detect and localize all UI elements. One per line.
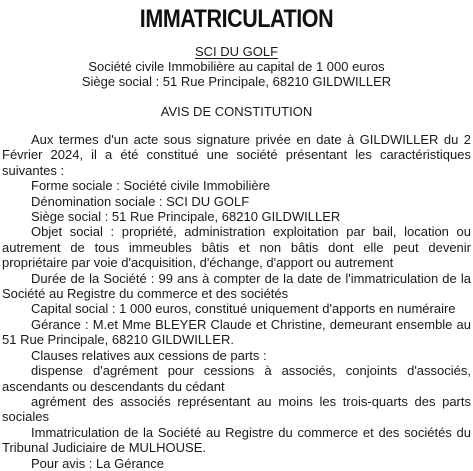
paragraph-transfer-clauses: Clauses relatives aux cessions de parts : <box>31 347 267 363</box>
paragraph-intro: Aux termes d'un acte sous signature privée en date à GILDWILLER du 2 Février 2024, il a été constitué une société présentant les caractéristiques suivantes : <box>2 132 471 178</box>
notice-body <box>2 132 471 471</box>
paragraph-transfer-approval: agrément des associés représentant au moins les trois-quarts des parts sociales <box>2 393 471 425</box>
paragraph-duration: Durée de la Société : 99 ans à compter de la date de l'immatriculation de la Société au Registre du commerce et des sociétés <box>2 270 471 302</box>
paragraph-management: Gérance : M.et Mme BLEYER Claude et Christine, demeurant ensemble au 51 Rue Principale, 68210 GILDWILLER. <box>2 316 471 348</box>
paragraph-company-name: Dénomination sociale : SCI DU GOLF <box>31 193 250 209</box>
notice-title: IMMATRICULATION <box>139 5 334 33</box>
paragraph-transfer-exemption: dispense d'agrément pour cessions à associés, conjoints d'associés, ascendants ou descendants du cédant <box>2 363 471 394</box>
paragraph-share-capital: Capital social : 1 000 euros, constitué uniquement d'apports en numéraire <box>31 301 456 317</box>
paragraph-registration: Immatriculation de la Société au Registre du commerce et des sociétés du Tribunal Judiciaire de MULHOUSE. <box>2 424 471 456</box>
paragraph-registered-office: Siège social : 51 Rue Principale, 68210 GILDWILLER <box>31 209 341 225</box>
paragraph-signature: Pour avis : La Gérance <box>31 455 164 471</box>
company-seat: Siège social : 51 Rue Principale, 68210 GILDWILLER <box>81 74 392 89</box>
notice-heading: AVIS DE CONSTITUTION <box>160 104 313 119</box>
company-header <box>0 44 473 89</box>
paragraph-legal-form: Forme sociale : Société civile Immobilière <box>31 178 271 194</box>
company-capital: Société civile Immobilière au capital de 1 000 euros <box>88 59 385 74</box>
company-name: SCI DU GOLF <box>194 44 279 59</box>
paragraph-corporate-purpose: Objet social : propriété, administration exploitation par bail, location ou autrement de tous immeubles bâtis et non bâtis dont elle peut devenir propriétaire par voie d'acquisition, d'échange, d'apport ou autrement <box>2 224 471 271</box>
